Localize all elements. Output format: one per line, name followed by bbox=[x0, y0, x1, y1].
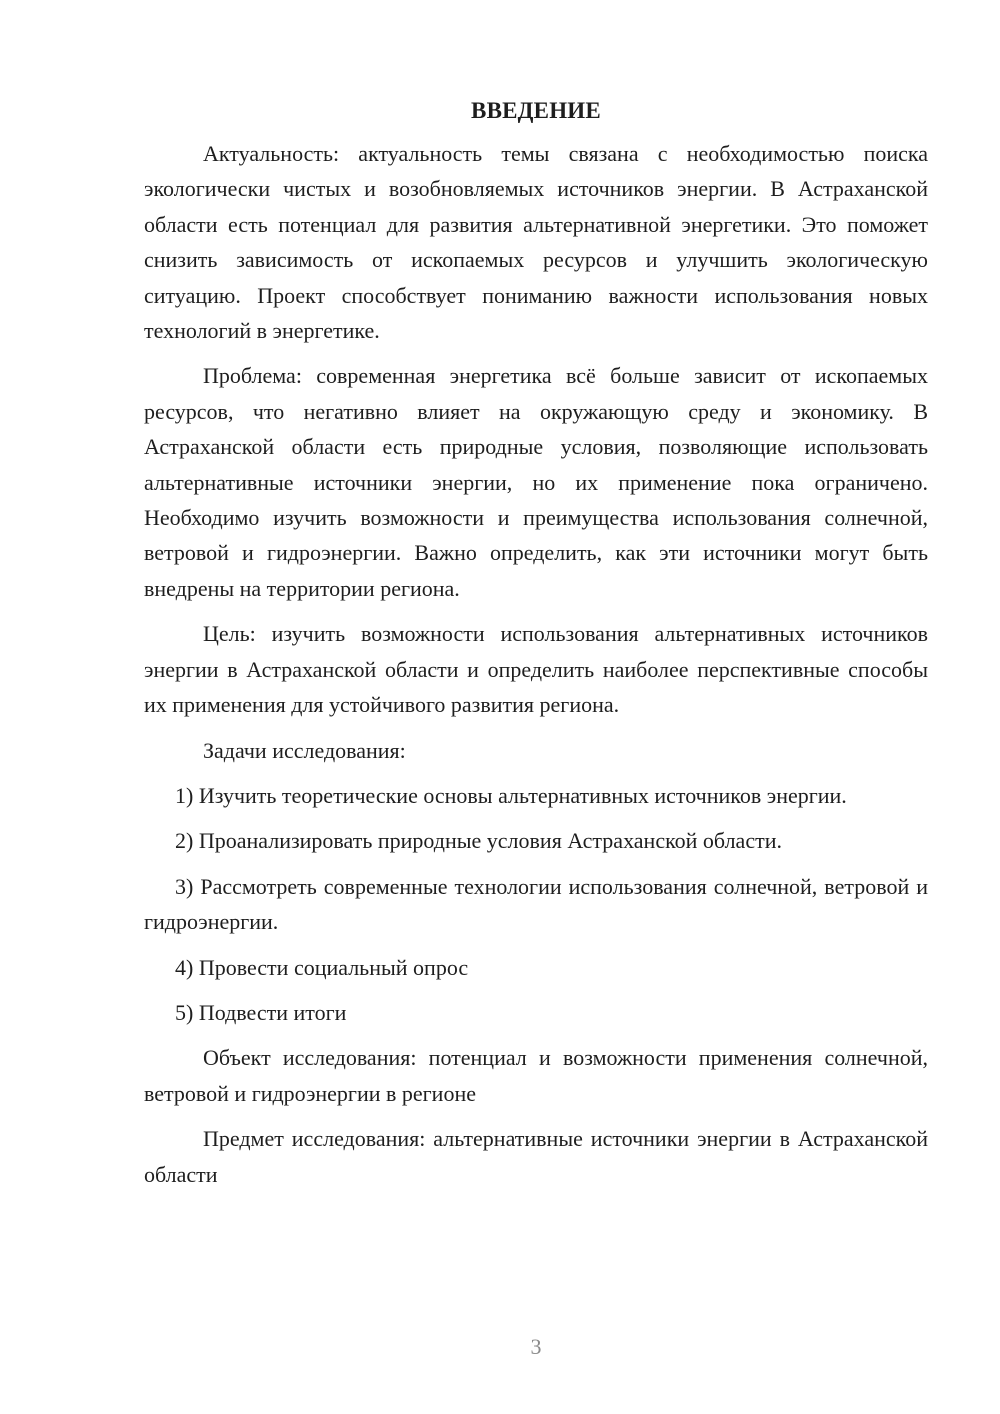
page-content bbox=[144, 94, 928, 1202]
task-item-5: 5) Подвести итоги bbox=[175, 999, 347, 1025]
task-item-4: 4) Провести социальный опрос bbox=[175, 954, 469, 980]
page-title: ВВЕДЕНИЕ bbox=[471, 98, 601, 123]
paragraph-relevance: Актуальность: актуальность темы связана с необходимостью поиска экологически чистых и возобновляемых источников энергии. В Астраханской области есть потенциал для развития альтернативной энергетики. Это поможет снизить зависимость от ископаемых ресурсов и улучшить экологическую ситуацию. Проект способствует пониманию важности использования новых технологий в энергетике. bbox=[144, 141, 928, 344]
paragraph-goal: Цель: изучить возможности использования альтернативных источников энергии в Астраханской области и определить наиболее перспективные способы их применения для устойчивого развития региона. bbox=[144, 621, 928, 718]
task-item-1: 1) Изучить теоретические основы альтернативных источников энергии. bbox=[175, 782, 847, 808]
page-number: 3 bbox=[530, 1334, 542, 1359]
task-item-3: 3) Рассмотреть современные технологии использования солнечной, ветровой и гидроэнергии. bbox=[144, 873, 928, 935]
paragraph-object: Объект исследования: потенциал и возможности применения солнечной, ветровой и гидроэнергии в регионе bbox=[144, 1045, 928, 1106]
paragraph-problem: Проблема: современная энергетика всё больше зависит от ископаемых ресурсов, что негативно влияет на окружающую среду и экономику. В Астраханской области есть природные условия, позволяющие использовать альтернативные источники энергии, но их применение пока ограничено. Необходимо изучить возможности и преимущества использования солнечной, ветровой и гидроэнергии. Важно определить, как эти источники могут быть внедрены на территории региона. bbox=[144, 363, 928, 601]
task-item-2: 2) Проанализировать природные условия Астраханской области. bbox=[175, 828, 782, 854]
tasks-heading: Задачи исследования: bbox=[203, 737, 406, 763]
paragraph-subject: Предмет исследования: альтернативные источники энергии в Астраханской области bbox=[144, 1126, 928, 1187]
